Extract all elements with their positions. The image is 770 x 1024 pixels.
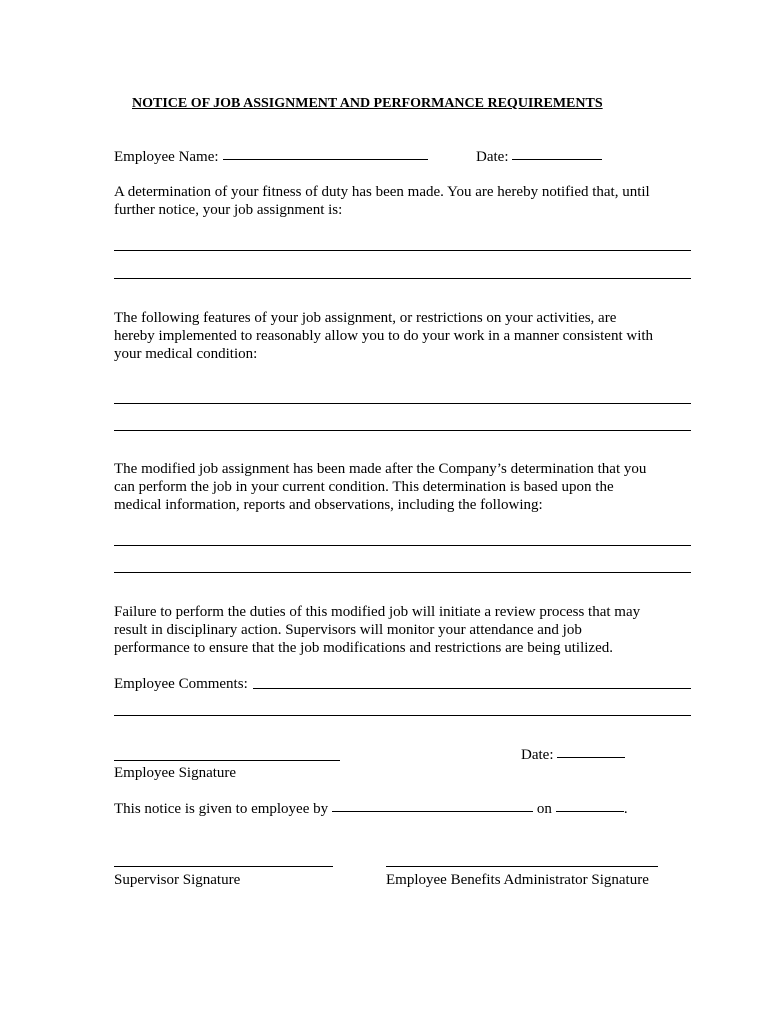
paragraph-line: can perform the job in your current condition. This determination is based upon the bbox=[114, 479, 614, 495]
employee-comments-line-2[interactable] bbox=[114, 715, 691, 716]
employee-signature-label: Employee Signature bbox=[114, 765, 237, 781]
benefits-admin-signature-line[interactable] bbox=[386, 866, 658, 867]
notice-given-label: This notice is given to employee by bbox=[114, 801, 329, 817]
medical-information-line-1[interactable] bbox=[114, 545, 691, 546]
paragraph-modified-assignment bbox=[114, 460, 646, 514]
restrictions-line-2[interactable] bbox=[114, 430, 691, 431]
signature-date-label: Date: bbox=[521, 747, 554, 763]
paragraph-line: result in disciplinary action. Supervisors will monitor your attendance and job bbox=[114, 622, 582, 638]
notice-date-field[interactable] bbox=[556, 811, 624, 812]
paragraph-line: medical information, reports and observations, including the following: bbox=[114, 497, 543, 513]
date-label: Date: bbox=[476, 149, 509, 165]
signature-date-field[interactable] bbox=[557, 757, 625, 758]
notice-given-row bbox=[114, 800, 628, 818]
paragraph-fitness-determination bbox=[114, 183, 650, 219]
employee-signature-line[interactable] bbox=[114, 760, 340, 761]
job-assignment-line-2[interactable] bbox=[114, 278, 691, 279]
employee-name-row bbox=[114, 148, 428, 166]
notice-period: . bbox=[623, 801, 628, 817]
paragraph-line: The modified job assignment has been made after the Company’s determination that you bbox=[114, 461, 647, 477]
employee-name-field[interactable] bbox=[223, 159, 428, 160]
document-title: NOTICE OF JOB ASSIGNMENT AND PERFORMANCE REQUIREMENTS bbox=[132, 96, 603, 111]
notice-on-label: on bbox=[536, 801, 552, 817]
employee-comments-field[interactable] bbox=[253, 688, 691, 689]
paragraph-restrictions bbox=[114, 309, 653, 363]
signature-date-row bbox=[521, 746, 625, 764]
restrictions-line-1[interactable] bbox=[114, 403, 691, 404]
paragraph-line: Failure to perform the duties of this modified job will initiate a review process that may bbox=[114, 604, 641, 620]
notice-given-by-field[interactable] bbox=[332, 811, 533, 812]
paragraph-line: A determination of your fitness of duty has been made. You are hereby notified that, until bbox=[114, 184, 650, 200]
paragraph-line: The following features of your job assignment, or restrictions on your activities, are bbox=[114, 310, 617, 326]
medical-information-line-2[interactable] bbox=[114, 572, 691, 573]
paragraph-line: further notice, your job assignment is: bbox=[114, 202, 343, 218]
supervisor-signature-label: Supervisor Signature bbox=[114, 872, 241, 888]
paragraph-failure-to-perform bbox=[114, 603, 640, 657]
employee-comments-label: Employee Comments: bbox=[114, 676, 248, 692]
job-assignment-line-1[interactable] bbox=[114, 250, 691, 251]
supervisor-signature-line[interactable] bbox=[114, 866, 333, 867]
benefits-admin-signature-label: Employee Benefits Administrator Signature bbox=[386, 872, 649, 888]
date-field[interactable] bbox=[512, 159, 602, 160]
paragraph-line: performance to ensure that the job modifications and restrictions are being utilized. bbox=[114, 640, 613, 656]
paragraph-line: hereby implemented to reasonably allow you to do your work in a manner consistent with bbox=[114, 328, 654, 344]
paragraph-line: your medical condition: bbox=[114, 346, 258, 362]
date-row bbox=[476, 148, 602, 166]
employee-name-label: Employee Name: bbox=[114, 149, 219, 165]
